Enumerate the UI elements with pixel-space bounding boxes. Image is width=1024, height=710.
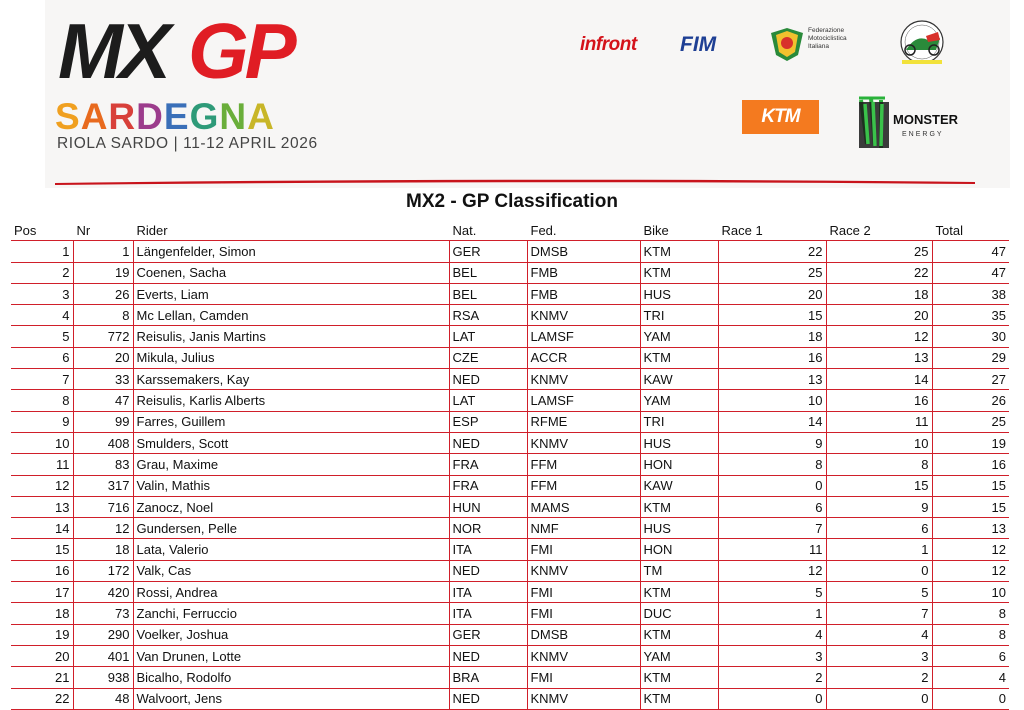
cell-fed: DMSB (527, 624, 640, 645)
cell-fed: KNMV (527, 305, 640, 326)
cell-nr: 83 (73, 454, 133, 475)
event-letter: G (189, 96, 220, 137)
cell-fed: KNMV (527, 369, 640, 390)
cell-nr: 20 (73, 347, 133, 368)
table-row (11, 390, 1009, 411)
table-row (11, 645, 1009, 666)
cell-fed: FMB (527, 283, 640, 304)
mxgp-logo (58, 14, 323, 86)
cell-nr: 1 (73, 241, 133, 262)
cell-bike: KAW (640, 369, 718, 390)
cell-race1: 5 (718, 582, 826, 603)
cell-total: 30 (932, 326, 1009, 347)
event-letter: A (247, 96, 275, 137)
table-row (11, 369, 1009, 390)
cell-race1: 2 (718, 667, 826, 688)
cell-pos: 8 (11, 390, 73, 411)
fmi-text: Federazione Motociclistica Italiana (808, 27, 847, 50)
cell-race1: 0 (718, 475, 826, 496)
cell-fed: KNMV (527, 432, 640, 453)
motoclub-logo (888, 20, 956, 68)
cell-race1: 25 (718, 262, 826, 283)
cell-fed: LAMSF (527, 390, 640, 411)
table-row (11, 454, 1009, 475)
cell-nat: NED (449, 432, 527, 453)
table-row (11, 603, 1009, 624)
cell-bike: HUS (640, 518, 718, 539)
cell-pos: 13 (11, 496, 73, 517)
cell-total: 47 (932, 262, 1009, 283)
fim-logo: FIM (680, 33, 717, 56)
cell-fed: FMI (527, 539, 640, 560)
cell-total: 35 (932, 305, 1009, 326)
cell-total: 8 (932, 624, 1009, 645)
cell-pos: 18 (11, 603, 73, 624)
cell-race2: 6 (826, 518, 932, 539)
cell-bike: KTM (640, 667, 718, 688)
cell-race2: 4 (826, 624, 932, 645)
cell-race1: 4 (718, 624, 826, 645)
cell-nr: 772 (73, 326, 133, 347)
cell-race2: 15 (826, 475, 932, 496)
cell-nat: ITA (449, 582, 527, 603)
event-letter: E (163, 96, 190, 137)
cell-nat: NOR (449, 518, 527, 539)
classification-table (11, 220, 1009, 710)
svg-text:MX: MX (58, 14, 167, 86)
cell-bike: YAM (640, 390, 718, 411)
table-row (11, 262, 1009, 283)
cell-bike: KTM (640, 688, 718, 709)
cell-race2: 13 (826, 347, 932, 368)
cell-nr: 48 (73, 688, 133, 709)
cell-total: 15 (932, 475, 1009, 496)
cell-rider: Farres, Guillem (133, 411, 449, 432)
cell-nat: BEL (449, 262, 527, 283)
cell-nat: BEL (449, 283, 527, 304)
table-row (11, 667, 1009, 688)
cell-fed: DMSB (527, 241, 640, 262)
cell-total: 15 (932, 496, 1009, 517)
cell-race1: 8 (718, 454, 826, 475)
cell-rider: Walvoort, Jens (133, 688, 449, 709)
cell-total: 12 (932, 539, 1009, 560)
cell-race1: 16 (718, 347, 826, 368)
cell-race2: 1 (826, 539, 932, 560)
cell-total: 16 (932, 454, 1009, 475)
table-row (11, 475, 1009, 496)
cell-bike: TM (640, 560, 718, 581)
cell-pos: 6 (11, 347, 73, 368)
cell-nr: 8 (73, 305, 133, 326)
cell-race1: 1 (718, 603, 826, 624)
table-row (11, 305, 1009, 326)
cell-race2: 11 (826, 411, 932, 432)
monster-energy-logo (857, 94, 967, 152)
cell-nat: LAT (449, 390, 527, 411)
cell-pos: 1 (11, 241, 73, 262)
cell-rider: Valin, Mathis (133, 475, 449, 496)
col-header-fed: Fed. (527, 220, 640, 241)
event-letter: A (80, 96, 109, 137)
cell-nat: LAT (449, 326, 527, 347)
cell-pos: 10 (11, 432, 73, 453)
cell-rider: Rossi, Andrea (133, 582, 449, 603)
table-row (11, 326, 1009, 347)
cell-total: 6 (932, 645, 1009, 666)
cell-total: 8 (932, 603, 1009, 624)
cell-rider: Längenfelder, Simon (133, 241, 449, 262)
cell-nat: FRA (449, 475, 527, 496)
cell-nr: 290 (73, 624, 133, 645)
cell-bike: KTM (640, 624, 718, 645)
cell-nr: 47 (73, 390, 133, 411)
cell-pos: 14 (11, 518, 73, 539)
cell-race2: 8 (826, 454, 932, 475)
cell-pos: 17 (11, 582, 73, 603)
cell-fed: FMI (527, 667, 640, 688)
cell-nat: FRA (449, 454, 527, 475)
cell-pos: 5 (11, 326, 73, 347)
cell-race1: 15 (718, 305, 826, 326)
page-title: MX2 - GP Classification (406, 191, 618, 212)
cell-fed: FFM (527, 454, 640, 475)
cell-bike: KTM (640, 347, 718, 368)
cell-fed: FMI (527, 582, 640, 603)
table-row (11, 688, 1009, 709)
cell-bike: DUC (640, 603, 718, 624)
cell-race2: 0 (826, 688, 932, 709)
cell-nr: 172 (73, 560, 133, 581)
cell-nr: 408 (73, 432, 133, 453)
cell-fed: KNMV (527, 645, 640, 666)
cell-race2: 22 (826, 262, 932, 283)
cell-nat: NED (449, 688, 527, 709)
cell-bike: KAW (640, 475, 718, 496)
cell-nat: HUN (449, 496, 527, 517)
cell-race1: 3 (718, 645, 826, 666)
cell-rider: Reisulis, Karlis Alberts (133, 390, 449, 411)
table-row (11, 518, 1009, 539)
cell-race1: 6 (718, 496, 826, 517)
cell-nr: 716 (73, 496, 133, 517)
cell-race1: 10 (718, 390, 826, 411)
cell-pos: 9 (11, 411, 73, 432)
cell-rider: Smulders, Scott (133, 432, 449, 453)
cell-total: 38 (932, 283, 1009, 304)
table-row (11, 560, 1009, 581)
cell-race2: 10 (826, 432, 932, 453)
svg-text:GP: GP (188, 14, 293, 86)
cell-nat: BRA (449, 667, 527, 688)
cell-rider: Gundersen, Pelle (133, 518, 449, 539)
cell-race2: 18 (826, 283, 932, 304)
cell-nr: 18 (73, 539, 133, 560)
cell-pos: 3 (11, 283, 73, 304)
cell-nr: 420 (73, 582, 133, 603)
cell-nat: NED (449, 645, 527, 666)
cell-rider: Zanocz, Noel (133, 496, 449, 517)
cell-total: 27 (932, 369, 1009, 390)
cell-race1: 13 (718, 369, 826, 390)
cell-fed: LAMSF (527, 326, 640, 347)
cell-nr: 938 (73, 667, 133, 688)
cell-fed: NMF (527, 518, 640, 539)
col-header-bike: Bike (640, 220, 718, 241)
cell-race2: 25 (826, 241, 932, 262)
cell-nat: NED (449, 369, 527, 390)
cell-race2: 2 (826, 667, 932, 688)
col-header-rider: Rider (133, 220, 449, 241)
cell-total: 13 (932, 518, 1009, 539)
cell-race1: 7 (718, 518, 826, 539)
cell-race1: 0 (718, 688, 826, 709)
cell-rider: Voelker, Joshua (133, 624, 449, 645)
cell-fed: FFM (527, 475, 640, 496)
cell-pos: 20 (11, 645, 73, 666)
cell-nat: NED (449, 560, 527, 581)
cell-pos: 7 (11, 369, 73, 390)
cell-fed: KNMV (527, 688, 640, 709)
cell-rider: Everts, Liam (133, 283, 449, 304)
event-letter: N (219, 96, 248, 137)
cell-total: 25 (932, 411, 1009, 432)
cell-pos: 4 (11, 305, 73, 326)
cell-bike: TRI (640, 411, 718, 432)
event-subtitle: RIOLA SARDO | 11-12 APRIL 2026 (57, 135, 318, 152)
cell-rider: Bicalho, Rodolfo (133, 667, 449, 688)
infront-logo: infront (580, 34, 637, 55)
red-swoosh-divider (55, 178, 975, 186)
cell-nr: 26 (73, 283, 133, 304)
cell-nr: 33 (73, 369, 133, 390)
cell-nat: RSA (449, 305, 527, 326)
cell-bike: HUS (640, 283, 718, 304)
cell-race2: 9 (826, 496, 932, 517)
cell-rider: Van Drunen, Lotte (133, 645, 449, 666)
cell-race2: 3 (826, 645, 932, 666)
cell-pos: 11 (11, 454, 73, 475)
table-row (11, 411, 1009, 432)
table-row (11, 582, 1009, 603)
cell-rider: Mc Lellan, Camden (133, 305, 449, 326)
cell-fed: ACCR (527, 347, 640, 368)
cell-rider: Mikula, Julius (133, 347, 449, 368)
cell-total: 19 (932, 432, 1009, 453)
table-row (11, 283, 1009, 304)
cell-nat: GER (449, 241, 527, 262)
cell-nat: ITA (449, 603, 527, 624)
cell-pos: 12 (11, 475, 73, 496)
event-letter: R (108, 96, 137, 137)
cell-total: 12 (932, 560, 1009, 581)
table-header-row (11, 220, 1009, 241)
cell-race1: 22 (718, 241, 826, 262)
cell-rider: Coenen, Sacha (133, 262, 449, 283)
cell-bike: TRI (640, 305, 718, 326)
event-letter: D (136, 96, 164, 137)
cell-rider: Reisulis, Janis Martins (133, 326, 449, 347)
cell-bike: YAM (640, 326, 718, 347)
cell-total: 26 (932, 390, 1009, 411)
cell-nr: 317 (73, 475, 133, 496)
event-letter: S (55, 96, 81, 137)
col-header-nr: Nr (73, 220, 133, 241)
cell-bike: KTM (640, 496, 718, 517)
table-row (11, 539, 1009, 560)
cell-nr: 19 (73, 262, 133, 283)
col-header-total: Total (932, 220, 1009, 241)
cell-race2: 5 (826, 582, 932, 603)
cell-nr: 99 (73, 411, 133, 432)
cell-race1: 9 (718, 432, 826, 453)
table-row (11, 432, 1009, 453)
cell-pos: 15 (11, 539, 73, 560)
monster-word: MONSTER (893, 112, 958, 127)
cell-pos: 22 (11, 688, 73, 709)
cell-race1: 18 (718, 326, 826, 347)
cell-nr: 12 (73, 518, 133, 539)
cell-total: 29 (932, 347, 1009, 368)
col-header-race1: Race 1 (718, 220, 826, 241)
cell-race2: 7 (826, 603, 932, 624)
cell-fed: FMI (527, 603, 640, 624)
cell-race2: 16 (826, 390, 932, 411)
table-row (11, 496, 1009, 517)
cell-rider: Zanchi, Ferruccio (133, 603, 449, 624)
cell-nr: 73 (73, 603, 133, 624)
cell-fed: FMB (527, 262, 640, 283)
cell-fed: MAMS (527, 496, 640, 517)
cell-bike: HON (640, 539, 718, 560)
event-name (55, 96, 275, 138)
cell-nat: GER (449, 624, 527, 645)
cell-nat: CZE (449, 347, 527, 368)
cell-race2: 0 (826, 560, 932, 581)
cell-pos: 16 (11, 560, 73, 581)
fmi-logo (768, 25, 858, 65)
cell-race2: 20 (826, 305, 932, 326)
cell-fed: RFME (527, 411, 640, 432)
cell-nat: ITA (449, 539, 527, 560)
cell-bike: HON (640, 454, 718, 475)
cell-bike: HUS (640, 432, 718, 453)
cell-total: 47 (932, 241, 1009, 262)
cell-race1: 20 (718, 283, 826, 304)
cell-pos: 19 (11, 624, 73, 645)
cell-nr: 401 (73, 645, 133, 666)
cell-rider: Valk, Cas (133, 560, 449, 581)
svg-text:ENERGY: ENERGY (902, 131, 944, 138)
cell-race2: 14 (826, 369, 932, 390)
table-row (11, 347, 1009, 368)
fmi-emblem-icon (768, 25, 806, 63)
cell-bike: YAM (640, 645, 718, 666)
cell-race1: 12 (718, 560, 826, 581)
cell-rider: Karssemakers, Kay (133, 369, 449, 390)
cell-bike: KTM (640, 262, 718, 283)
cell-fed: KNMV (527, 560, 640, 581)
cell-total: 0 (932, 688, 1009, 709)
ktm-logo: KTM (742, 100, 819, 134)
cell-race1: 14 (718, 411, 826, 432)
table-row (11, 241, 1009, 262)
col-header-pos: Pos (11, 220, 73, 241)
cell-rider: Grau, Maxime (133, 454, 449, 475)
cell-total: 4 (932, 667, 1009, 688)
table-row (11, 624, 1009, 645)
cell-rider: Lata, Valerio (133, 539, 449, 560)
cell-bike: KTM (640, 241, 718, 262)
cell-nat: ESP (449, 411, 527, 432)
cell-pos: 2 (11, 262, 73, 283)
cell-total: 10 (932, 582, 1009, 603)
cell-race1: 11 (718, 539, 826, 560)
cell-bike: KTM (640, 582, 718, 603)
cell-race2: 12 (826, 326, 932, 347)
cell-pos: 21 (11, 667, 73, 688)
col-header-nat: Nat. (449, 220, 527, 241)
col-header-race2: Race 2 (826, 220, 932, 241)
